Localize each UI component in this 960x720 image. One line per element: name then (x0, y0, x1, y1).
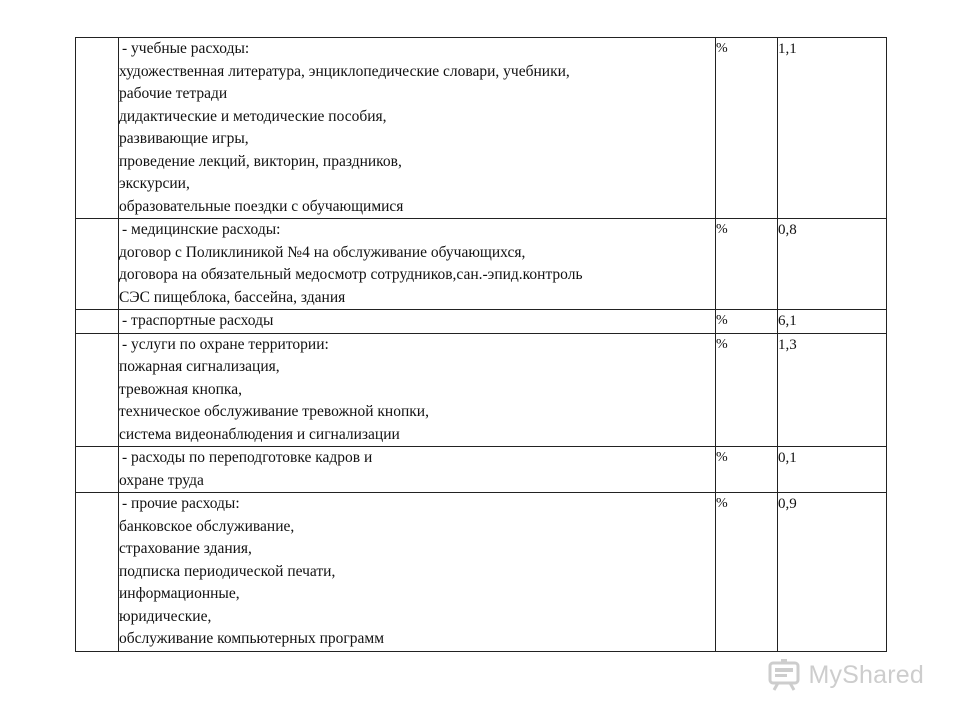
expense-item-line: художественная литература, энциклопедические словари, учебники, (119, 62, 570, 80)
unit-cell: % (716, 38, 778, 219)
expense-item-line: пожарная сигнализация, (119, 358, 280, 375)
watermark (766, 657, 924, 693)
table-row (76, 447, 887, 493)
row-number-cell (76, 310, 119, 334)
expense-item-line: развивающие игры, (119, 130, 249, 147)
expense-item-line: договора на обязательный медосмотр сотрудников,сан.-эпид.контроль (119, 266, 583, 283)
unit-cell: % (716, 333, 778, 447)
expense-description-cell (119, 219, 716, 310)
expense-item-line: СЭС пищеблока, бассейна, здания (119, 288, 346, 306)
expense-item-line: информационные, (119, 585, 240, 602)
row-number-cell (76, 219, 119, 310)
expense-item-line: обслуживание компьютерных программ (119, 630, 385, 647)
expenses-table-body (76, 38, 887, 652)
row-number-cell (76, 333, 119, 447)
unit-cell: % (716, 310, 778, 334)
expense-description-cell (119, 447, 716, 493)
expense-item-line: подписка периодической печати, (119, 562, 336, 580)
table-row (76, 219, 887, 310)
table-row (76, 333, 887, 447)
unit-cell: % (716, 447, 778, 493)
expense-item-line: проведение лекций, викторин, праздников, (119, 152, 402, 170)
expenses-table (75, 37, 887, 652)
value-cell: 0,9 (778, 493, 887, 652)
unit-cell: % (716, 219, 778, 310)
row-number-cell (76, 493, 119, 652)
table-row (76, 493, 887, 652)
expense-item-line: образовательные поездки с обучающимися (119, 197, 404, 215)
table-row (76, 38, 887, 219)
expense-item-line: договор с Поликлиникой №4 на обслуживание обучающихся, (119, 243, 526, 261)
unit-cell: % (716, 493, 778, 652)
presentation-board-icon (766, 657, 802, 693)
expense-category-heading: - услуги по охране территории: (122, 335, 329, 353)
expense-item-line: система видеонаблюдения и сигнализации (119, 425, 400, 443)
value-cell: 0,8 (778, 219, 887, 310)
expense-item-line: страхование здания, (119, 540, 252, 557)
expense-item-line: тревожная кнопка, (119, 380, 242, 398)
row-number-cell (76, 38, 119, 219)
expense-item-line: юридические, (119, 607, 212, 625)
expense-category-heading: - учебные расходы: (122, 40, 250, 57)
expense-category-heading: - траспортные расходы (122, 312, 274, 329)
expense-item-line: банковское обслуживание, (119, 517, 295, 535)
expense-category-heading: - медицинские расходы: (122, 221, 281, 238)
table-row (76, 310, 887, 334)
expense-description-cell (119, 38, 716, 219)
value-cell: 6,1 (778, 310, 887, 334)
expense-item-line: техническое обслуживание тревожной кнопки, (119, 403, 429, 420)
expense-category-heading: - прочие расходы: (122, 495, 240, 512)
expense-item-line: рабочие тетради (119, 85, 228, 102)
expense-description-cell (119, 310, 716, 334)
expense-description-cell (119, 493, 716, 652)
value-cell: 0,1 (778, 447, 887, 493)
value-cell: 1,1 (778, 38, 887, 219)
expense-description-cell (119, 333, 716, 447)
expense-category-heading: - расходы по переподготовке кадров и (122, 449, 373, 466)
value-cell: 1,3 (778, 333, 887, 447)
expense-item-line: охране труда (119, 471, 204, 489)
expense-item-line: дидактические и методические пособия, (119, 107, 387, 125)
expense-item-line: экскурсии, (119, 175, 190, 192)
watermark-text: MyShared (808, 660, 924, 689)
row-number-cell (76, 447, 119, 493)
